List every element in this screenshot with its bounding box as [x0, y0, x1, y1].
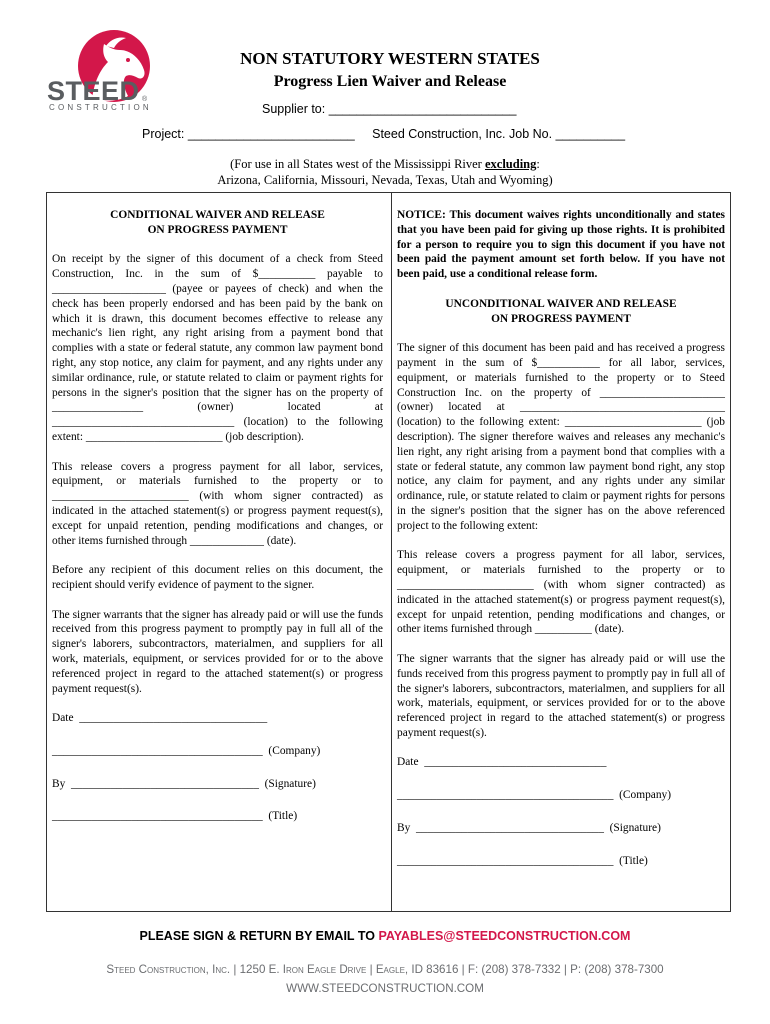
- website-link[interactable]: WWW.STEEDCONSTRUCTION.COM: [286, 982, 484, 995]
- logo-wordmark: STEED: [47, 76, 140, 106]
- conditional-receipt-paragraph: On receipt by the signer of this document of a check from Steed Construction, Inc. in the sum of $__________ payable to ____________________ (payee or payees of check) and when the check has been properly endorsed and has been paid by the bank on which it is drawn, this document becomes effective to release any mechanic's lien right, any right arising from a payment bond that complies with a state or federal statute, any common law payment bond right, any stop notice, any claim for payment, and any rights under any similar ordinance, rule, or statute related to claim or payment rights for persons in the signer's position that the signer has on the property of ________________ (owner) located at ________________________________ (location) to the following extent: ________________________ (job description).: [52, 253, 383, 443]
- logo-subtitle: CONSTRUCTION: [49, 103, 152, 112]
- document-subtitle: Progress Lien Waiver and Release: [273, 73, 507, 90]
- column-divider: [391, 192, 392, 912]
- project-line: [142, 127, 625, 141]
- scope-note: (For use in all States west of the Mississippi River excluding:: [230, 157, 540, 171]
- footer-phone: P: (208) 378-7300: [570, 963, 664, 976]
- unconditional-company-field[interactable]: ______________________________________ (Company): [397, 789, 671, 802]
- conditional-verify-paragraph: Before any recipient of this document relies on this document, the recipient should verify evidence of payment to the signer.: [52, 564, 383, 591]
- supplier-field[interactable]: ___________________________: [328, 102, 517, 116]
- unconditional-warranty-paragraph: The signer warrants that the signer has already paid or will use the funds received from this progress payment to promptly pay in full all of the signer's laborers, subcontractors, materialmen, and suppliers for all work, materials, equipment, or services provided for or to the above referenced project in regard to the attached statement(s) or progress payment request(s).: [397, 652, 725, 739]
- return-instructions: PLEASE SIGN & RETURN BY EMAIL TO PAYABLES@STEEDCONSTRUCTION.COM: [139, 929, 631, 943]
- unconditional-payment-paragraph: The signer of this document has been paid and has received a progress payment in the sum of $___________ for all labor, services, equipment, or materials furnished to the property or to Steed Construction Inc. on the property of ______________________ (owner) located at ____________________________________ (location) to the following extent: ________________________ (job description). The signer therefore waives and releases any mechanic's lien right, any right arising from a payment bond that complies with a state or federal statute, any common law payment bond right, any stop notice, any claim for payment, and any rights under any similar ordinance, rule, or statute related to claim or payment rights for persons in the signer's position that the signer has on the above referenced project to the following extent:: [397, 342, 725, 532]
- conditional-heading: CONDITIONAL WAIVER AND RELEASE ON PROGRESS PAYMENT: [110, 209, 325, 236]
- company-address: Steed Construction, Inc. | 1250 E. Iron Eagle Drive | Eagle, ID 83616 | F: (208) 378-7332 | P: (208) 378-7300: [106, 963, 664, 976]
- supplier-line: [262, 102, 516, 116]
- footer-company: Steed Construction, Inc.: [106, 963, 231, 976]
- conditional-date-field[interactable]: Date _________________________________: [52, 712, 268, 725]
- footer-city: Eagle, ID 83616: [375, 963, 459, 976]
- footer-street: 1250 E. Iron Eagle Drive: [239, 963, 367, 976]
- conditional-warranty-paragraph: The signer warrants that the signer has already paid or will use the funds received from this progress payment to promptly pay in full all of the signer's laborers, subcontractors, materialmen, and suppliers for all work, materials, equipment, or services provided for or to the above referenced project in regard to the attached statement(s) or progress payment request(s).: [52, 608, 383, 695]
- conditional-title-field[interactable]: _____________________________________ (Title): [52, 810, 298, 823]
- unconditional-signature-field[interactable]: By _________________________________ (Signature): [397, 822, 661, 835]
- conditional-coverage-paragraph: This release covers a progress payment for all labor, services, equipment, or materials furnished to the property or to ________________________ (with whom signer contracted) as indicated in the attached statement(s) or progress payment request(s), except for unpaid retention, pending modifications and changes, or other items furnished through _____________ (date).: [52, 460, 383, 547]
- unconditional-title-field[interactable]: ______________________________________ (Title): [397, 854, 648, 867]
- footer-fax: F: (208) 378-7332: [467, 963, 561, 976]
- registered-mark: ®: [142, 96, 148, 103]
- notice-paragraph: NOTICE: This document waives rights unconditionally and states that you have been paid for giving up those rights. It is prohibited for a person to require you to sign this document if you have not been paid the payment amount set forth below. If you have not been paid, use a conditional release form.: [397, 209, 725, 281]
- job-number-field[interactable]: __________: [555, 127, 626, 141]
- excluding-word: excluding: [484, 157, 537, 171]
- job-label: Steed Construction, Inc. Job No.: [372, 127, 553, 141]
- conditional-waiver-column: [52, 208, 383, 839]
- unconditional-coverage-paragraph: This release covers a progress payment for all labor, services, equipment, or materials furnished to the property or to ________________________ (with whom signer contracted) as indicated in the attached statement(s) or progress payment request(s), except for unpaid retention, pending modifications and changes, or other items furnished through __________ (date).: [397, 549, 725, 636]
- unconditional-waiver-column: [397, 208, 725, 883]
- supplier-label: Supplier to:: [262, 102, 326, 116]
- conditional-signature-field[interactable]: By _________________________________ (Signature): [52, 777, 316, 790]
- project-field[interactable]: ________________________: [187, 127, 355, 141]
- payables-email-link[interactable]: PAYABLES@STEEDCONSTRUCTION.COM: [378, 929, 631, 943]
- unconditional-heading: UNCONDITIONAL WAIVER AND RELEASE ON PROGRESS PAYMENT: [445, 297, 677, 325]
- conditional-company-field[interactable]: _____________________________________ (Company): [52, 744, 321, 757]
- document-title: NON STATUTORY WESTERN STATES: [240, 49, 540, 68]
- unconditional-date-field[interactable]: Date ________________________________: [397, 756, 607, 769]
- excluded-states: Arizona, California, Missouri, Nevada, Texas, Utah and Wyoming): [217, 173, 553, 187]
- project-label: Project:: [142, 127, 185, 141]
